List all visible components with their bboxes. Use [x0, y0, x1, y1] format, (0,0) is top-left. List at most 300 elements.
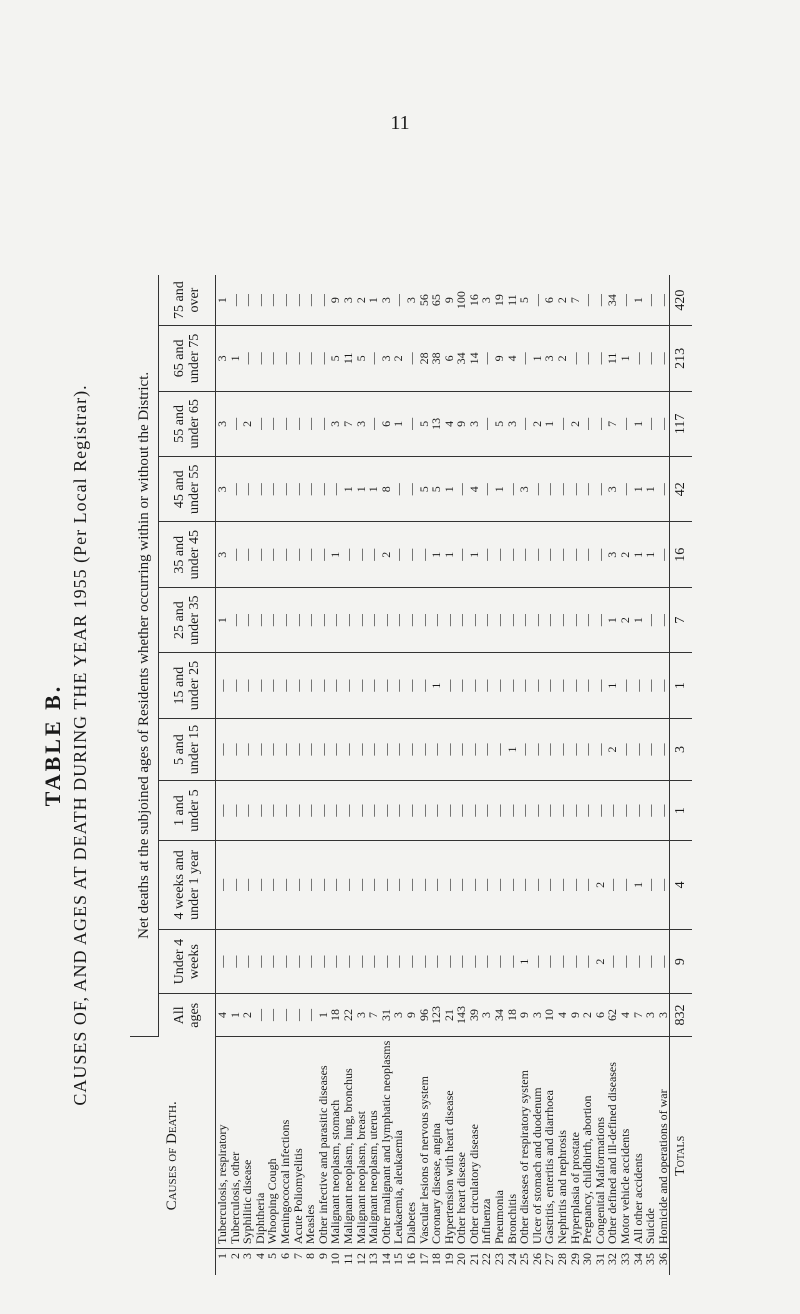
death-count-cell: —: [556, 781, 569, 841]
death-count-cell: —: [241, 840, 254, 929]
death-count-cell: 9: [518, 994, 531, 1036]
death-count-cell: —: [229, 781, 242, 841]
death-count-cell: 7: [632, 994, 645, 1036]
death-count-cell: —: [304, 718, 317, 781]
death-count-cell: —: [342, 653, 355, 718]
death-count-cell: —: [657, 275, 670, 326]
death-count-cell: —: [632, 781, 645, 841]
death-count-cell: —: [254, 326, 267, 391]
table-subtitle: CAUSES OF, AND AGES AT DEATH DURING THE YEAR 1955 (Per Local Registrar).: [70, 384, 90, 1106]
cause-of-death: Nephritis and nephrosis: [556, 1036, 569, 1248]
death-count-cell: —: [329, 718, 342, 781]
death-count-cell: —: [518, 391, 531, 456]
death-count-cell: —: [619, 653, 632, 718]
death-count-cell: —: [430, 718, 443, 781]
death-count-cell: —: [644, 275, 657, 326]
row-number: 6: [277, 1253, 292, 1259]
age-column-header: 75 and over: [159, 275, 216, 326]
totals-label: Totals: [670, 1036, 693, 1275]
death-count-cell: —: [329, 587, 342, 652]
death-count-cell: —: [380, 781, 393, 841]
death-count-cell: —: [254, 275, 267, 326]
death-count-cell: —: [556, 391, 569, 456]
cause-of-death: Other diseases of respiratory system: [518, 1036, 531, 1248]
death-count-cell: —: [543, 653, 556, 718]
cause-of-death: Suicide: [644, 1036, 657, 1248]
death-count-cell: —: [430, 929, 443, 993]
death-count-cell: —: [594, 781, 607, 841]
cause-of-death: Meningococcal infections: [279, 1036, 292, 1248]
cause-of-death: Other heart disease: [455, 1036, 468, 1248]
death-count-cell: —: [468, 587, 481, 652]
death-count-cell: —: [556, 718, 569, 781]
death-count-cell: 3: [380, 326, 393, 391]
table-row: [430, 275, 443, 1275]
death-count-cell: —: [254, 781, 267, 841]
death-count-cell: —: [266, 326, 279, 391]
death-count-cell: —: [531, 929, 544, 993]
death-count-cell: 3: [355, 391, 368, 456]
death-count-cell: —: [569, 929, 582, 993]
death-count-cell: 1: [229, 326, 242, 391]
table-row: [556, 275, 569, 1275]
death-count-cell: —: [392, 781, 405, 841]
death-count-cell: —: [317, 653, 330, 718]
death-count-cell: 6: [443, 326, 456, 391]
table-row: [619, 275, 632, 1275]
death-count-cell: —: [606, 781, 619, 841]
death-count-cell: 1: [506, 718, 519, 781]
death-count-cell: 1: [644, 457, 657, 522]
totals-row: [670, 275, 693, 1275]
death-count-cell: —: [506, 781, 519, 841]
page-number: 11: [390, 112, 410, 134]
death-count-cell: —: [229, 275, 242, 326]
total-cell: 420: [670, 275, 693, 326]
death-count-cell: —: [606, 840, 619, 929]
death-count-cell: 3: [355, 994, 368, 1036]
death-count-cell: —: [405, 840, 418, 929]
death-count-cell: —: [443, 840, 456, 929]
table-heading: [40, 200, 91, 1290]
death-count-cell: —: [292, 391, 305, 456]
death-count-cell: 5: [418, 391, 431, 456]
row-number: 35: [643, 1253, 658, 1265]
death-count-cell: —: [480, 326, 493, 391]
cause-of-death: Malignant neoplasm, lung, bronchus: [342, 1036, 355, 1248]
death-count-cell: 34: [606, 275, 619, 326]
death-count-cell: —: [329, 929, 342, 993]
death-count-cell: —: [468, 781, 481, 841]
death-count-cell: —: [229, 457, 242, 522]
death-count-cell: —: [606, 929, 619, 993]
death-count-cell: —: [317, 781, 330, 841]
death-count-cell: —: [518, 781, 531, 841]
death-count-cell: —: [543, 457, 556, 522]
death-count-cell: —: [292, 840, 305, 929]
death-count-cell: —: [367, 781, 380, 841]
death-count-cell: 9: [455, 391, 468, 456]
row-number: 33: [618, 1253, 632, 1265]
death-count-cell: —: [380, 929, 393, 993]
death-count-cell: —: [229, 522, 242, 587]
row-number: 9: [315, 1253, 330, 1259]
total-cell: 832: [670, 994, 693, 1036]
death-count-cell: 3: [216, 457, 229, 522]
cause-of-death: Influenza: [480, 1036, 493, 1248]
death-count-cell: —: [405, 326, 418, 391]
death-count-cell: —: [480, 653, 493, 718]
death-count-cell: —: [569, 653, 582, 718]
death-count-cell: —: [493, 781, 506, 841]
death-count-cell: —: [392, 653, 405, 718]
death-count-cell: 2: [606, 718, 619, 781]
death-count-cell: —: [392, 457, 405, 522]
death-count-cell: —: [317, 840, 330, 929]
death-count-cell: —: [304, 522, 317, 587]
death-count-cell: —: [317, 275, 330, 326]
death-count-cell: —: [581, 929, 594, 993]
death-count-cell: —: [342, 840, 355, 929]
cause-of-death: Diabetes: [405, 1036, 418, 1248]
death-count-cell: —: [392, 929, 405, 993]
cause-of-death: Diphtheria: [254, 1036, 267, 1248]
death-count-cell: —: [279, 457, 292, 522]
row-number: 8: [303, 1253, 318, 1259]
death-count-cell: —: [279, 840, 292, 929]
death-count-cell: —: [506, 840, 519, 929]
death-count-cell: —: [317, 587, 330, 652]
death-count-cell: —: [506, 653, 519, 718]
death-count-cell: —: [304, 587, 317, 652]
row-number: 19: [441, 1253, 456, 1265]
death-count-cell: 31: [380, 994, 393, 1036]
death-count-cell: —: [317, 718, 330, 781]
death-count-cell: 11: [606, 326, 619, 391]
death-count-cell: —: [367, 391, 380, 456]
death-count-cell: —: [506, 587, 519, 652]
death-count-cell: —: [292, 457, 305, 522]
death-count-cell: —: [531, 718, 544, 781]
death-count-cell: —: [304, 457, 317, 522]
death-count-cell: 18: [329, 994, 342, 1036]
death-count-cell: —: [266, 994, 279, 1036]
death-count-cell: —: [342, 781, 355, 841]
death-count-cell: 3: [216, 522, 229, 587]
death-count-cell: —: [619, 391, 632, 456]
death-count-cell: —: [254, 587, 267, 652]
death-count-cell: 34: [455, 326, 468, 391]
death-count-cell: 1: [632, 391, 645, 456]
death-count-cell: —: [279, 275, 292, 326]
death-count-cell: —: [355, 587, 368, 652]
death-count-cell: 28: [418, 326, 431, 391]
death-count-cell: 39: [468, 994, 481, 1036]
death-count-cell: —: [216, 718, 229, 781]
death-count-cell: —: [216, 653, 229, 718]
death-count-cell: —: [581, 275, 594, 326]
death-count-cell: —: [367, 326, 380, 391]
age-column-header: 25 and under 35: [159, 587, 216, 652]
death-count-cell: 1: [443, 522, 456, 587]
row-number: 30: [580, 1253, 595, 1265]
death-count-cell: —: [279, 781, 292, 841]
death-count-cell: —: [430, 781, 443, 841]
row-number: 5: [265, 1253, 280, 1259]
death-count-cell: —: [632, 929, 645, 993]
death-count-cell: 1: [443, 457, 456, 522]
row-number: 26: [529, 1253, 544, 1265]
death-count-cell: 9: [443, 275, 456, 326]
death-count-cell: —: [581, 587, 594, 652]
death-count-cell: —: [266, 275, 279, 326]
death-count-cell: —: [657, 587, 670, 652]
death-count-cell: 1: [632, 587, 645, 652]
death-count-cell: —: [418, 587, 431, 652]
death-count-cell: —: [657, 840, 670, 929]
death-count-cell: —: [367, 718, 380, 781]
death-count-cell: —: [657, 522, 670, 587]
death-count-cell: —: [317, 457, 330, 522]
death-count-cell: 1: [317, 994, 330, 1036]
death-count-cell: —: [241, 326, 254, 391]
death-count-cell: —: [254, 718, 267, 781]
death-count-cell: —: [594, 391, 607, 456]
death-count-cell: 2: [619, 587, 632, 652]
death-count-cell: 1: [632, 522, 645, 587]
death-count-cell: —: [581, 326, 594, 391]
total-cell: 7: [670, 587, 693, 652]
death-count-cell: 1: [329, 522, 342, 587]
death-count-cell: —: [455, 781, 468, 841]
cause-of-death: Coronary disease, angina: [430, 1036, 443, 1248]
death-count-cell: 7: [569, 275, 582, 326]
cause-of-death: Hypertension with heart disease: [443, 1036, 456, 1248]
cause-of-death: Tuberculosis, respiratory: [216, 1036, 229, 1248]
death-count-cell: —: [405, 718, 418, 781]
death-count-cell: 16: [468, 275, 481, 326]
age-column-header: All ages: [159, 994, 216, 1036]
death-count-cell: 143: [455, 994, 468, 1036]
row-number: 15: [391, 1253, 406, 1265]
death-count-cell: —: [266, 653, 279, 718]
death-count-cell: 9: [329, 275, 342, 326]
death-count-cell: —: [581, 391, 594, 456]
death-count-cell: —: [581, 653, 594, 718]
death-count-cell: —: [581, 718, 594, 781]
table-row: [644, 275, 657, 1275]
death-count-cell: —: [367, 840, 380, 929]
death-count-cell: 2: [594, 929, 607, 993]
death-count-cell: 56: [418, 275, 431, 326]
cause-of-death: Congenital Malformations: [594, 1036, 607, 1248]
death-count-cell: 3: [329, 391, 342, 456]
table-row: [216, 275, 229, 1275]
death-count-cell: —: [229, 929, 242, 993]
death-count-cell: 9: [569, 994, 582, 1036]
death-count-cell: —: [266, 522, 279, 587]
cause-of-death: Pregnancy, childbirth, abortion: [581, 1036, 594, 1248]
death-count-cell: —: [632, 718, 645, 781]
death-count-cell: —: [455, 840, 468, 929]
death-count-cell: 1: [229, 994, 242, 1036]
death-count-cell: —: [506, 929, 519, 993]
death-count-cell: —: [468, 929, 481, 993]
death-count-cell: —: [254, 457, 267, 522]
death-count-cell: —: [455, 522, 468, 587]
death-count-cell: 96: [418, 994, 431, 1036]
death-count-cell: —: [480, 718, 493, 781]
death-count-cell: —: [518, 840, 531, 929]
death-count-cell: 1: [430, 522, 443, 587]
table-row: [518, 275, 531, 1275]
death-count-cell: 3: [480, 994, 493, 1036]
death-count-cell: —: [493, 653, 506, 718]
death-count-cell: 3: [405, 275, 418, 326]
death-count-cell: 10: [543, 994, 556, 1036]
death-count-cell: —: [216, 840, 229, 929]
death-count-cell: —: [304, 781, 317, 841]
death-count-cell: 62: [606, 994, 619, 1036]
death-count-cell: —: [317, 391, 330, 456]
death-count-cell: 1: [531, 326, 544, 391]
age-column-header: 35 and under 45: [159, 522, 216, 587]
death-count-cell: —: [380, 718, 393, 781]
death-count-cell: —: [657, 653, 670, 718]
death-count-cell: —: [531, 840, 544, 929]
death-count-cell: —: [254, 653, 267, 718]
row-number: 24: [504, 1253, 519, 1265]
death-count-cell: —: [619, 929, 632, 993]
death-count-cell: 1: [619, 326, 632, 391]
death-count-cell: —: [455, 587, 468, 652]
death-count-cell: —: [241, 653, 254, 718]
cause-of-death: Vascular lesions of nervous system: [418, 1036, 431, 1248]
death-count-cell: —: [292, 326, 305, 391]
death-count-cell: —: [594, 522, 607, 587]
death-count-cell: —: [480, 457, 493, 522]
cause-of-death: Acute Poliomyelitis: [292, 1036, 305, 1248]
death-count-cell: —: [329, 653, 342, 718]
death-count-cell: —: [342, 522, 355, 587]
death-count-cell: —: [657, 929, 670, 993]
death-count-cell: —: [518, 587, 531, 652]
death-count-cell: 3: [531, 994, 544, 1036]
death-count-cell: —: [493, 587, 506, 652]
death-count-cell: —: [241, 275, 254, 326]
cause-of-death: Hyperplasia of prostate: [569, 1036, 582, 1248]
death-count-cell: 3: [543, 326, 556, 391]
death-count-cell: —: [418, 718, 431, 781]
death-count-cell: —: [569, 522, 582, 587]
death-count-cell: —: [266, 781, 279, 841]
death-count-cell: —: [543, 781, 556, 841]
death-count-cell: —: [254, 391, 267, 456]
death-count-cell: 4: [619, 994, 632, 1036]
death-count-cell: 3: [518, 457, 531, 522]
death-count-cell: —: [367, 929, 380, 993]
death-count-cell: —: [632, 653, 645, 718]
death-count-cell: —: [569, 781, 582, 841]
age-column-header: 45 and under 55: [159, 457, 216, 522]
death-count-cell: 9: [493, 326, 506, 391]
death-count-cell: —: [594, 653, 607, 718]
death-count-cell: —: [594, 275, 607, 326]
table-row: [455, 275, 468, 1275]
row-number: 36: [655, 1253, 670, 1265]
death-count-cell: 1: [367, 457, 380, 522]
death-count-cell: —: [229, 587, 242, 652]
death-count-cell: —: [254, 929, 267, 993]
death-count-cell: 7: [606, 391, 619, 456]
death-count-cell: —: [367, 522, 380, 587]
row-number: 17: [416, 1253, 431, 1265]
death-count-cell: 19: [493, 275, 506, 326]
death-count-cell: —: [355, 929, 368, 993]
death-count-cell: —: [279, 653, 292, 718]
death-count-cell: 3: [216, 326, 229, 391]
row-number: 20: [454, 1253, 469, 1265]
death-count-cell: —: [292, 994, 305, 1036]
death-count-cell: —: [556, 457, 569, 522]
death-count-cell: 5: [518, 275, 531, 326]
death-count-cell: —: [355, 840, 368, 929]
death-count-cell: —: [266, 457, 279, 522]
death-count-cell: 1: [468, 522, 481, 587]
death-count-cell: —: [543, 718, 556, 781]
death-count-cell: 2: [355, 275, 368, 326]
death-count-cell: —: [443, 587, 456, 652]
death-count-cell: 38: [430, 326, 443, 391]
death-count-cell: —: [556, 587, 569, 652]
death-count-cell: —: [480, 781, 493, 841]
death-count-cell: —: [392, 522, 405, 587]
death-count-cell: —: [468, 840, 481, 929]
death-count-cell: 7: [342, 391, 355, 456]
death-count-cell: —: [531, 653, 544, 718]
death-count-cell: —: [480, 840, 493, 929]
death-count-cell: —: [569, 587, 582, 652]
death-count-cell: —: [632, 326, 645, 391]
death-count-cell: —: [493, 522, 506, 587]
death-count-cell: 1: [632, 840, 645, 929]
cause-of-death: Ulcer of stomach and duodenum: [531, 1036, 544, 1248]
death-count-cell: —: [518, 718, 531, 781]
death-count-cell: —: [304, 929, 317, 993]
death-count-cell: 3: [392, 994, 405, 1036]
death-count-cell: —: [619, 840, 632, 929]
death-count-cell: —: [392, 718, 405, 781]
death-count-cell: 7: [367, 994, 380, 1036]
death-count-cell: 1: [430, 653, 443, 718]
death-count-cell: —: [355, 653, 368, 718]
death-count-cell: 8: [380, 457, 393, 522]
death-count-cell: —: [493, 840, 506, 929]
death-count-cell: —: [367, 653, 380, 718]
cause-of-death: Other defined and ill-defined diseases: [606, 1036, 619, 1248]
death-count-cell: 1: [543, 391, 556, 456]
total-cell: 42: [670, 457, 693, 522]
death-count-cell: —: [292, 522, 305, 587]
table-row: [367, 275, 380, 1275]
death-count-cell: —: [443, 781, 456, 841]
cause-header: Causes of Death.: [130, 1036, 216, 1275]
death-count-cell: —: [380, 587, 393, 652]
total-cell: 16: [670, 522, 693, 587]
death-count-cell: —: [405, 391, 418, 456]
death-count-cell: —: [279, 522, 292, 587]
death-count-cell: —: [392, 275, 405, 326]
